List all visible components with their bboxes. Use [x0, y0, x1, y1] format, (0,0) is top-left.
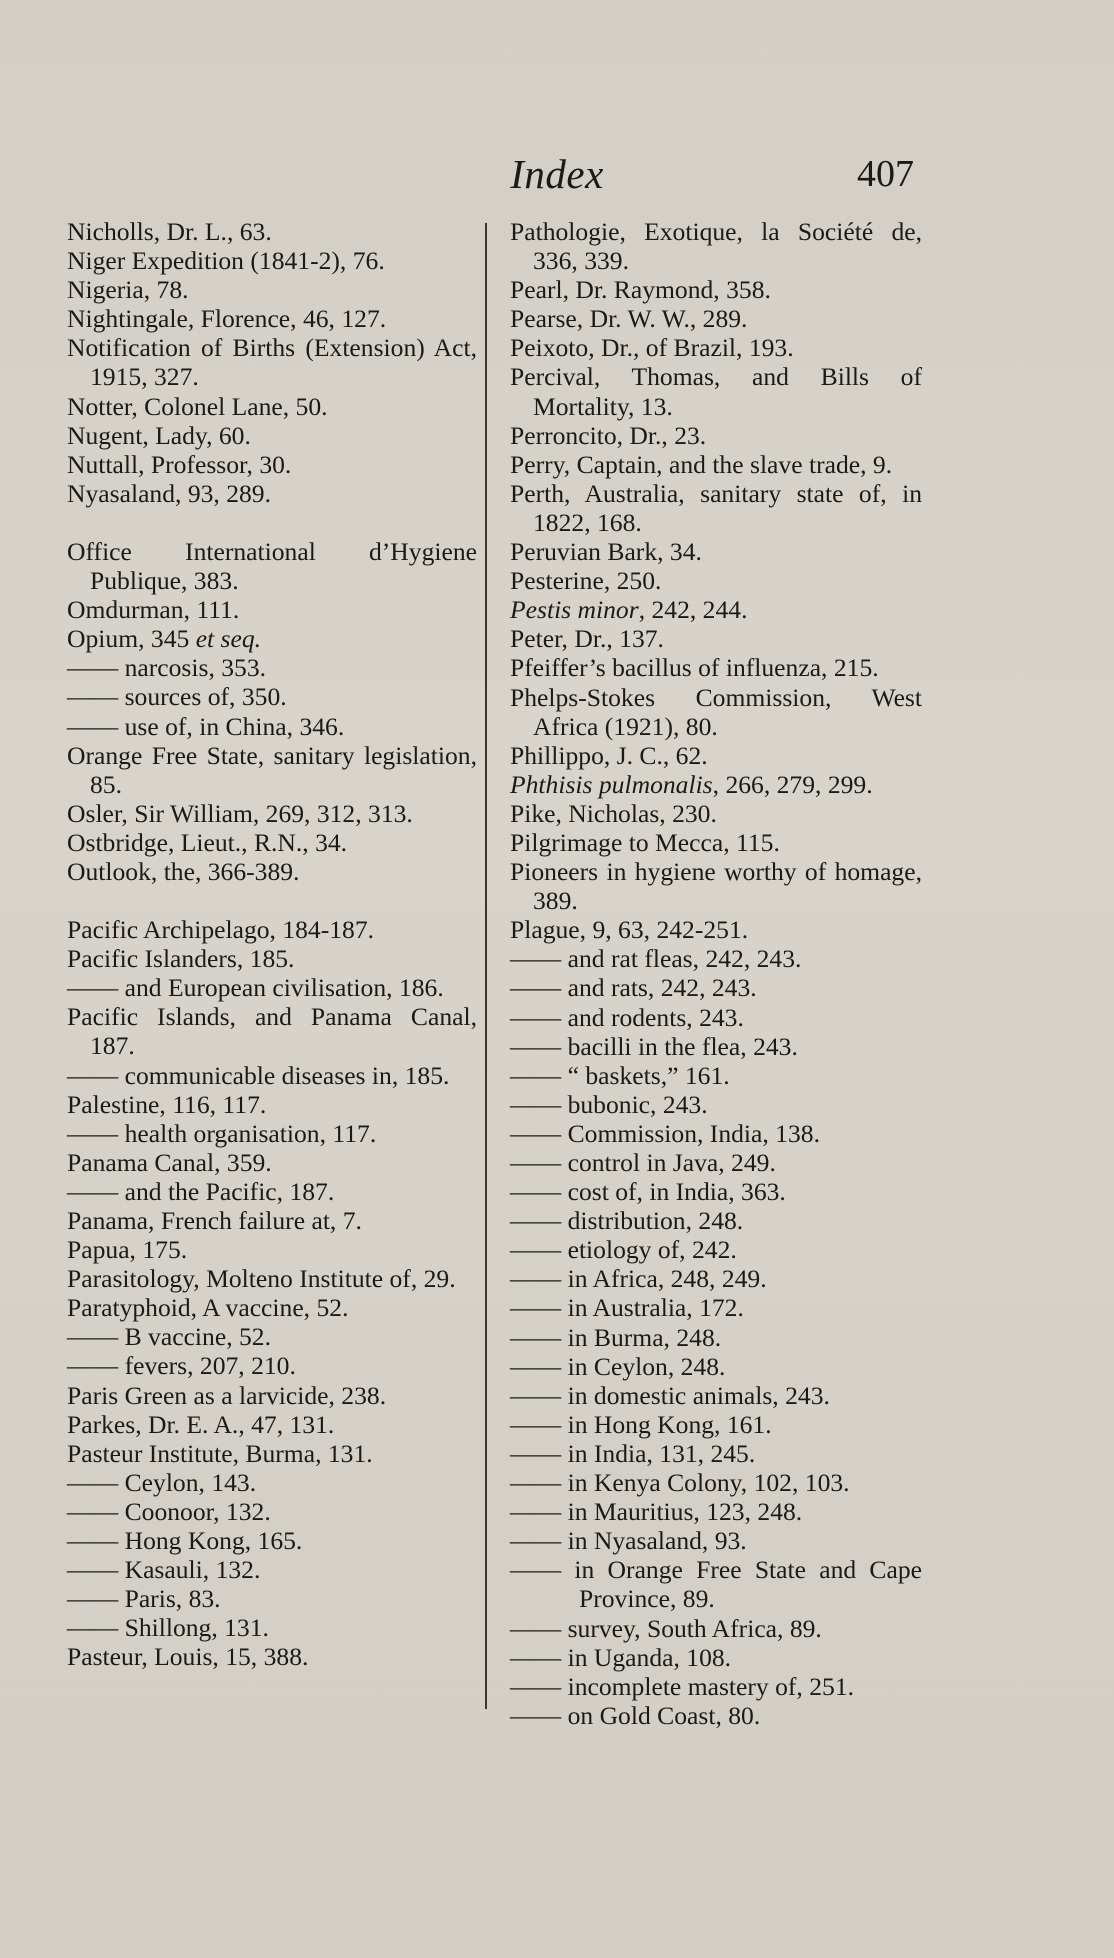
index-entry: Pearse, Dr. W. W., 289. — [510, 304, 748, 334]
index-subentry: —— communicable diseases in, 185. — [67, 1060, 450, 1090]
index-subentry: —— incomplete mastery of, 251. — [510, 1671, 855, 1701]
index-entry: Office International d’Hygiene Publique, 383. — [67, 536, 477, 596]
index-column-left — [67, 217, 477, 1672]
index-entry: Osler, Sir William, 269, 312, 313. — [67, 798, 413, 828]
index-entry: Plague, 9, 63, 242-251. — [510, 915, 749, 945]
index-entry: Parasitology, Molteno Institute of, 29. — [67, 1264, 456, 1294]
italic-term: et seq. — [195, 624, 262, 654]
index-entry: Panama, French failure at, 7. — [67, 1206, 362, 1235]
index-entry: Orange Free State, sanitary legislation, 85. — [67, 740, 477, 799]
entry-text: Opium, 345 — [67, 624, 196, 654]
index-entry: Pacific Islanders, 185. — [67, 944, 295, 974]
index-subentry: —— Ceylon, 143. — [67, 1467, 257, 1497]
index-entry: Peruvian Bark, 34. — [510, 537, 702, 567]
index-entry: Panama Canal, 359. — [67, 1147, 272, 1177]
index-entry: Paratyphoid, A vaccine, 52. — [67, 1293, 349, 1323]
index-entry: Outlook, the, 366-389. — [67, 856, 300, 886]
index-entry: Perroncito, Dr., 23. — [510, 420, 707, 450]
index-entry: Pilgrimage to Mecca, 115. — [510, 827, 780, 857]
index-subentry: —— control in Java, 249. — [510, 1148, 776, 1177]
index-subentry: —— Coonoor, 132. — [67, 1496, 271, 1526]
index-subentry: —— and rat fleas, 242, 243. — [510, 944, 802, 974]
index-entry: Percival, Thomas, and Bills of Mortality, 13. — [510, 362, 922, 421]
index-subentry: —— Kasauli, 132. — [67, 1555, 261, 1585]
index-entry: Nugent, Lady, 60. — [67, 420, 251, 450]
index-entry: Pathologie, Exotique, la Société de, 336, 339. — [510, 217, 922, 276]
index-subentry: —— survey, South Africa, 89. — [510, 1613, 822, 1643]
page-number: 407 — [857, 153, 914, 195]
index-entry: Niger Expedition (1841-2), 76. — [67, 246, 385, 276]
index-entry: Pacific Archipelago, 184-187. — [67, 915, 375, 945]
index-entry: Peixoto, Dr., of Brazil, 193. — [510, 333, 794, 363]
index-subentry: —— bacilli in the flea, 243. — [510, 1031, 798, 1061]
index-subentry: —— and European civilisation, 186. — [67, 973, 444, 1003]
index-subentry: —— in Africa, 248, 249. — [510, 1264, 767, 1294]
index-entry: Pike, Nicholas, 230. — [510, 798, 717, 828]
index-subentry: —— narcosis, 353. — [67, 653, 267, 683]
index-subentry: —— B vaccine, 52. — [67, 1322, 271, 1352]
index-subentry: —— in Nyasaland, 93. — [510, 1526, 747, 1556]
index-entry: Pasteur, Louis, 15, 388. — [67, 1642, 309, 1672]
index-entry: Pfeiffer’s bacillus of influenza, 215. — [510, 653, 879, 683]
index-entry: Nyasaland, 93, 289. — [67, 478, 272, 508]
index-entry: Phelps-Stokes Commission, West Africa (1921), 80. — [510, 682, 922, 741]
index-entry: Peter, Dr., 137. — [510, 624, 664, 654]
index-entry: Nigeria, 78. — [67, 275, 189, 305]
index-entry: Papua, 175. — [67, 1235, 188, 1265]
italic-term: Pestis minor — [510, 595, 639, 625]
index-subentry: —— distribution, 248. — [510, 1206, 744, 1236]
index-entry: Nicholls, Dr. L., 63. — [67, 217, 272, 246]
index-entry — [67, 624, 477, 653]
index-entry: Pioneers in hygiene worthy of homage, 389. — [510, 857, 922, 916]
index-entry: Notter, Colonel Lane, 50. — [67, 391, 328, 421]
index-entry: Palestine, 116, 117. — [67, 1089, 267, 1119]
entry-text: , 266, 279, 299. — [712, 769, 873, 799]
index-entry: Pasteur Institute, Burma, 131. — [67, 1438, 373, 1468]
index-subentry: —— “ baskets,” 161. — [510, 1060, 730, 1090]
index-subentry: —— in Ceylon, 248. — [510, 1351, 726, 1381]
index-letter-gap — [67, 508, 477, 537]
index-entry: Ostbridge, Lieut., R.N., 34. — [67, 827, 348, 857]
index-subentry: —— Commission, India, 138. — [510, 1118, 820, 1148]
index-entry: Omdurman, 111. — [67, 595, 240, 625]
index-subentry: —— in Burma, 248. — [510, 1322, 722, 1352]
index-entry — [510, 595, 922, 624]
index-entry: Perry, Captain, and the slave trade, 9. — [510, 449, 893, 479]
column-divider — [485, 223, 487, 1709]
index-entry: Pearl, Dr. Raymond, 358. — [510, 275, 771, 305]
index-subentry: —— on Gold Coast, 80. — [510, 1700, 761, 1730]
index-subentry: —— in Mauritius, 123, 248. — [510, 1497, 803, 1527]
index-entry: Nuttall, Professor, 30. — [67, 449, 292, 479]
index-subentry: —— in domestic animals, 243. — [510, 1380, 830, 1410]
running-head-title: Index — [510, 151, 604, 197]
index-subentry: —— etiology of, 242. — [510, 1235, 737, 1265]
index-subentry: —— in Australia, 172. — [510, 1293, 744, 1323]
index-subentry: —— Hong Kong, 165. — [67, 1526, 303, 1556]
index-subentry: —— sources of, 350. — [67, 682, 287, 712]
index-subentry: —— Paris, 83. — [67, 1584, 221, 1614]
index-subentry: —— and rats, 242, 243. — [510, 973, 757, 1003]
index-entry: Nightingale, Florence, 46, 127. — [67, 304, 387, 334]
index-subentry: —— cost of, in India, 363. — [510, 1177, 786, 1207]
index-subentry: —— in Uganda, 108. — [510, 1642, 732, 1672]
index-subentry: —— Shillong, 131. — [67, 1613, 269, 1643]
index-subentry: —— and the Pacific, 187. — [67, 1176, 335, 1206]
index-subentry: —— in Orange Free State and Cape Province, 89. — [510, 1555, 922, 1614]
index-entry: Pesterine, 250. — [510, 566, 662, 596]
entry-text: , 242, 244. — [638, 595, 748, 625]
index-subentry: —— bubonic, 243. — [510, 1089, 708, 1119]
index-entry: Paris Green as a larvicide, 238. — [67, 1380, 387, 1410]
index-entry: Pacific Islands, and Panama Canal, 187. — [67, 1002, 477, 1061]
index-column-right — [510, 217, 922, 1730]
index-subentry: —— in Kenya Colony, 102, 103. — [510, 1468, 850, 1498]
index-entry: Parkes, Dr. E. A., 47, 131. — [67, 1409, 335, 1439]
index-entry: Perth, Australia, sanitary state of, in 1822, 168. — [510, 478, 922, 537]
index-subentry: —— health organisation, 117. — [67, 1118, 377, 1148]
index-letter-gap — [67, 886, 477, 915]
index-subentry: —— use of, in China, 346. — [67, 711, 345, 741]
index-subentry: —— and rodents, 243. — [510, 1002, 744, 1032]
index-entry — [510, 770, 922, 799]
italic-term: Phthisis pulmonalis — [510, 769, 713, 799]
index-subentry: —— in India, 131, 245. — [510, 1438, 756, 1468]
index-entry: Phillippo, J. C., 62. — [510, 740, 708, 770]
index-subentry: —— fevers, 207, 210. — [67, 1351, 296, 1381]
index-entry: Notification of Births (Extension) Act, 1915, 327. — [67, 333, 477, 392]
index-subentry: —— in Hong Kong, 161. — [510, 1409, 772, 1439]
